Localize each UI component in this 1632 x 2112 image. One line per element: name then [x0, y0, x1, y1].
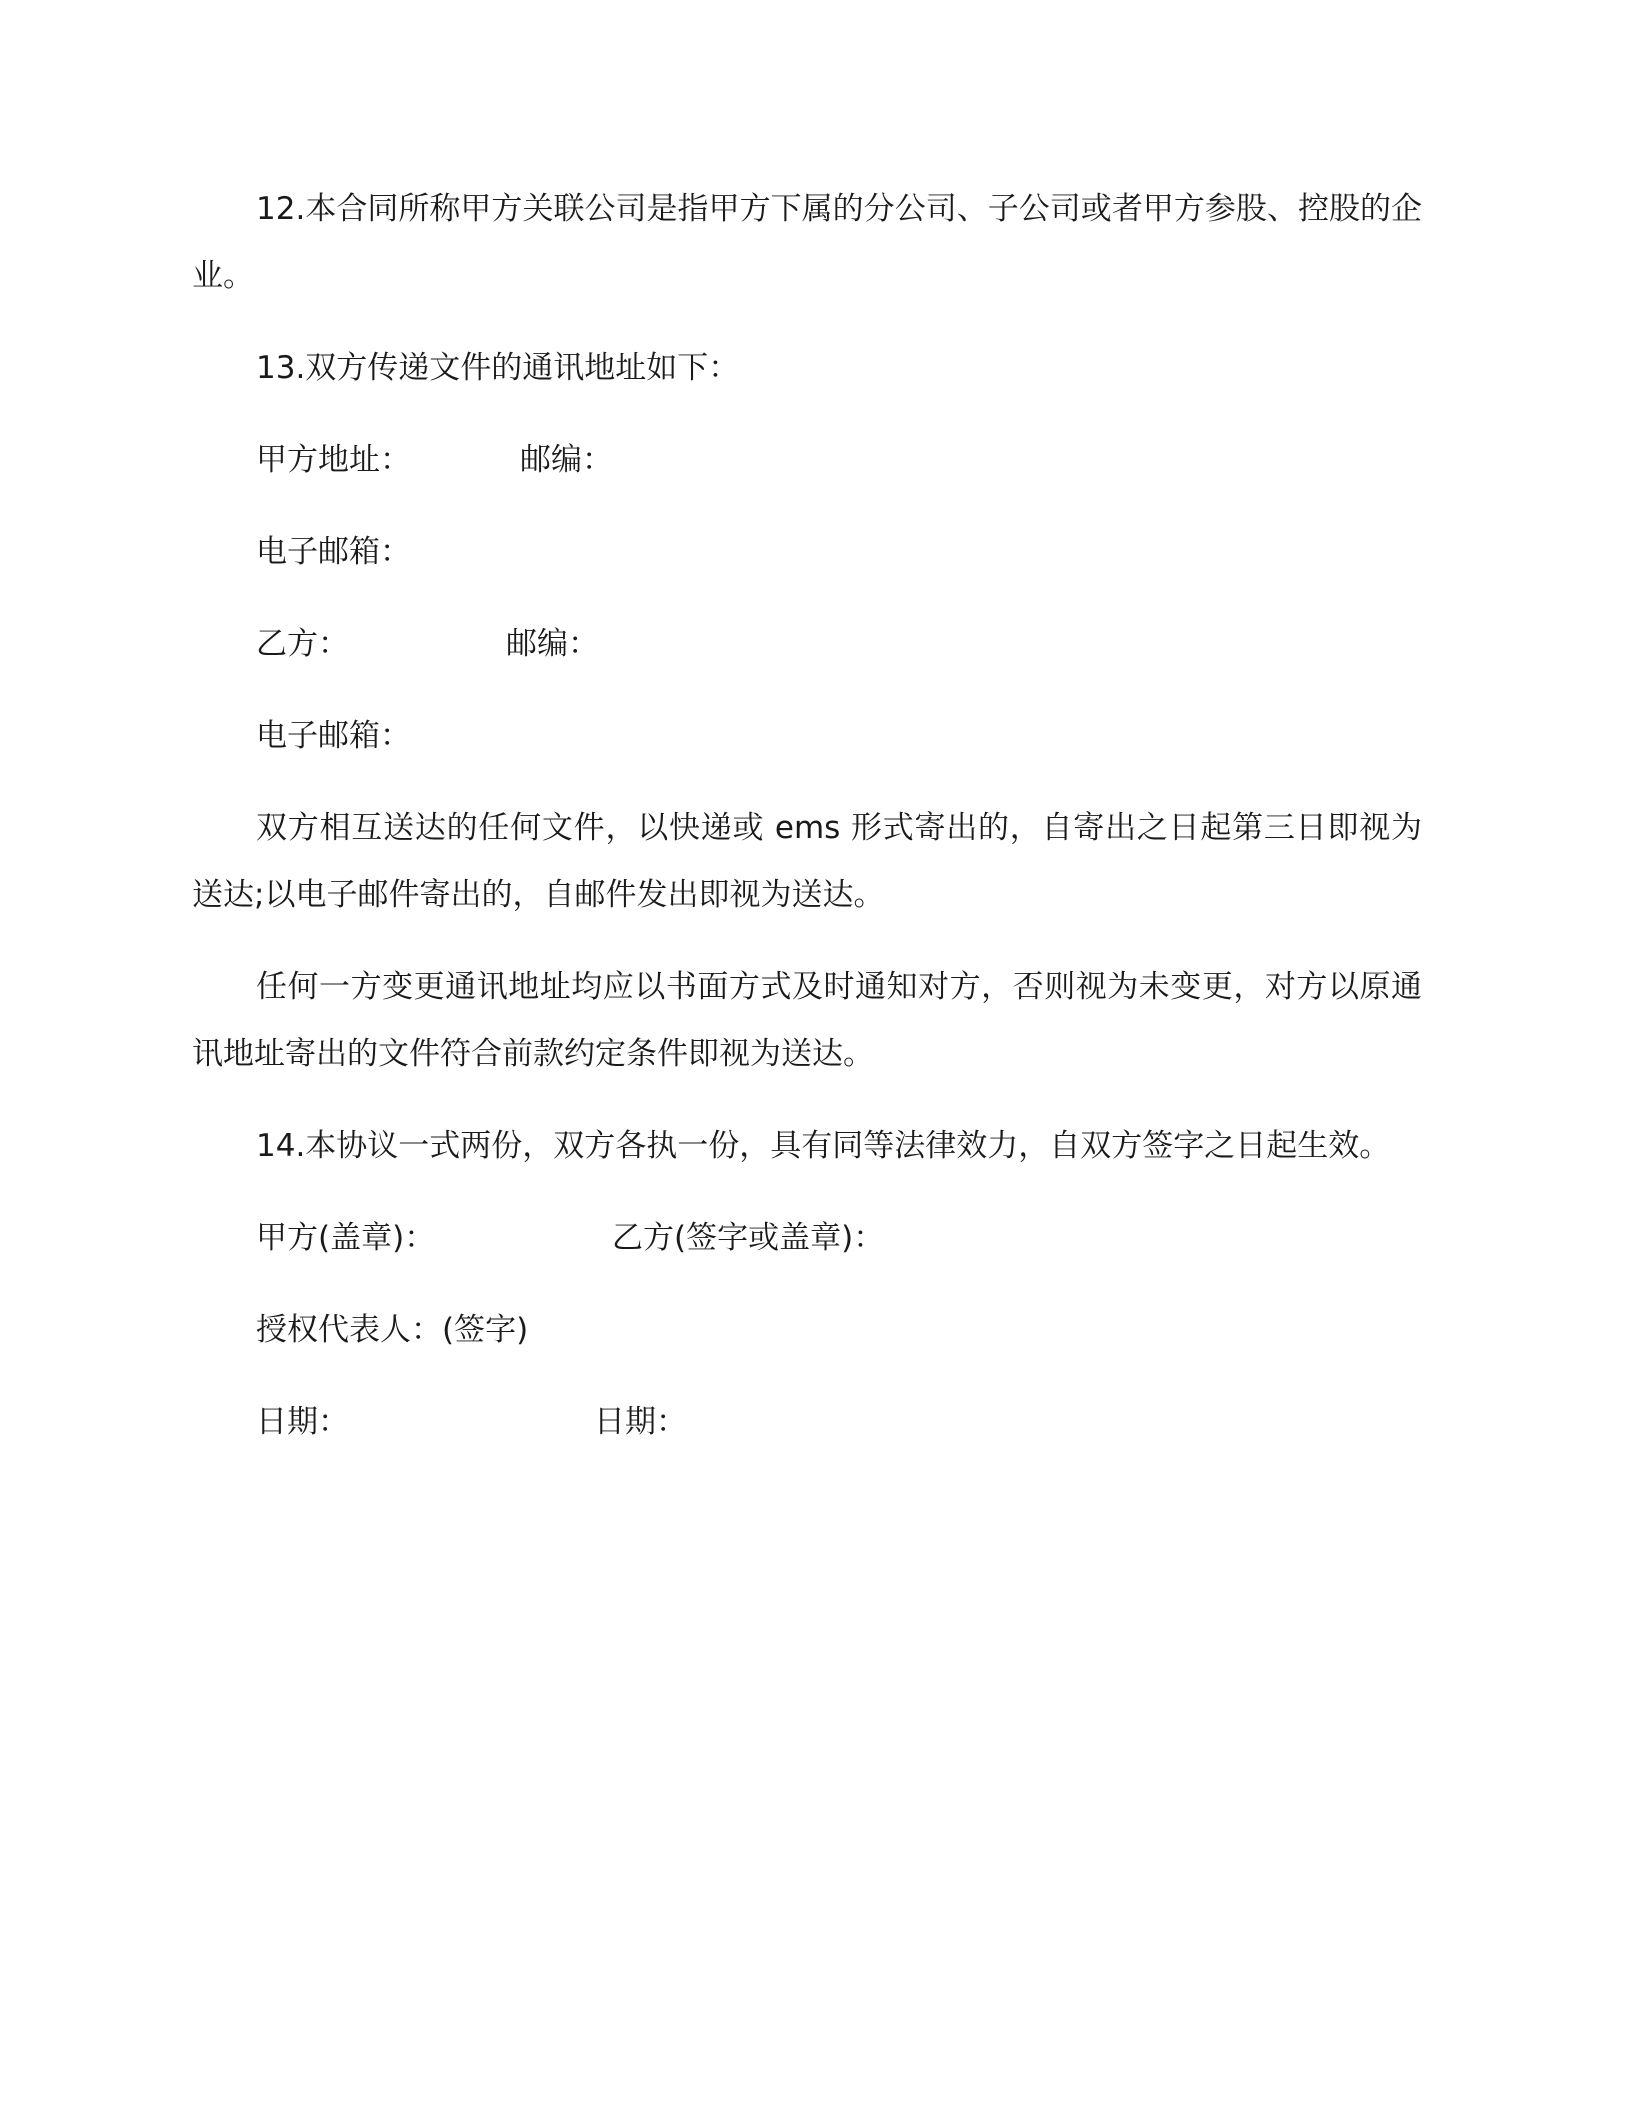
address-change-paragraph: 任何一方变更通讯地址均应以书面方式及时通知对方，否则视为未变更，对方以原通讯地址寄出的文件符合前款约定条件即视为送达。: [192, 969, 1422, 1072]
party-a-address-row: [192, 427, 1422, 494]
party-a-email-label: 电子邮箱：: [256, 534, 411, 570]
party-b-sign-label: 乙方(签字或盖章)：: [612, 1220, 885, 1256]
authorized-rep-row: [192, 1297, 1422, 1364]
date-label-a: 日期：: [256, 1404, 349, 1440]
authorized-rep-label: 授权代表人：(签字): [256, 1312, 529, 1348]
party-a-postcode-label: 邮编：: [520, 442, 613, 478]
clause-14: 14.本协议一式两份，双方各执一份，具有同等法律效力，自双方签字之日起生效。: [256, 1128, 1391, 1164]
delivery-paragraph: 双方相互送达的任何文件，以快递或 ems 形式寄出的，自寄出之日起第三日即视为送达;以电子邮件寄出的，自邮件发出即视为送达。: [192, 810, 1422, 913]
party-b-email-label: 电子邮箱：: [256, 718, 411, 754]
clause-14-row: [192, 1113, 1422, 1180]
document-body: [192, 176, 1422, 1481]
clause-13: 13.双方传递文件的通讯地址如下：: [256, 350, 740, 386]
party-a-address-label: 甲方地址：: [256, 442, 411, 478]
party-b-email-row: [192, 703, 1422, 770]
date-row: [192, 1389, 1422, 1456]
clause-13-row: [192, 335, 1422, 402]
date-label-b: 日期：: [594, 1404, 687, 1440]
signature-parties-row: [192, 1205, 1422, 1272]
party-b-label: 乙方：: [256, 626, 349, 662]
party-b-row: [192, 611, 1422, 678]
party-b-postcode-label: 邮编：: [506, 626, 599, 662]
party-a-email-row: [192, 519, 1422, 586]
clause-12: 12.本合同所称甲方关联公司是指甲方下属的分公司、子公司或者甲方参股、控股的企业。: [192, 191, 1422, 294]
party-a-seal-label: 甲方(盖章)：: [256, 1220, 436, 1256]
